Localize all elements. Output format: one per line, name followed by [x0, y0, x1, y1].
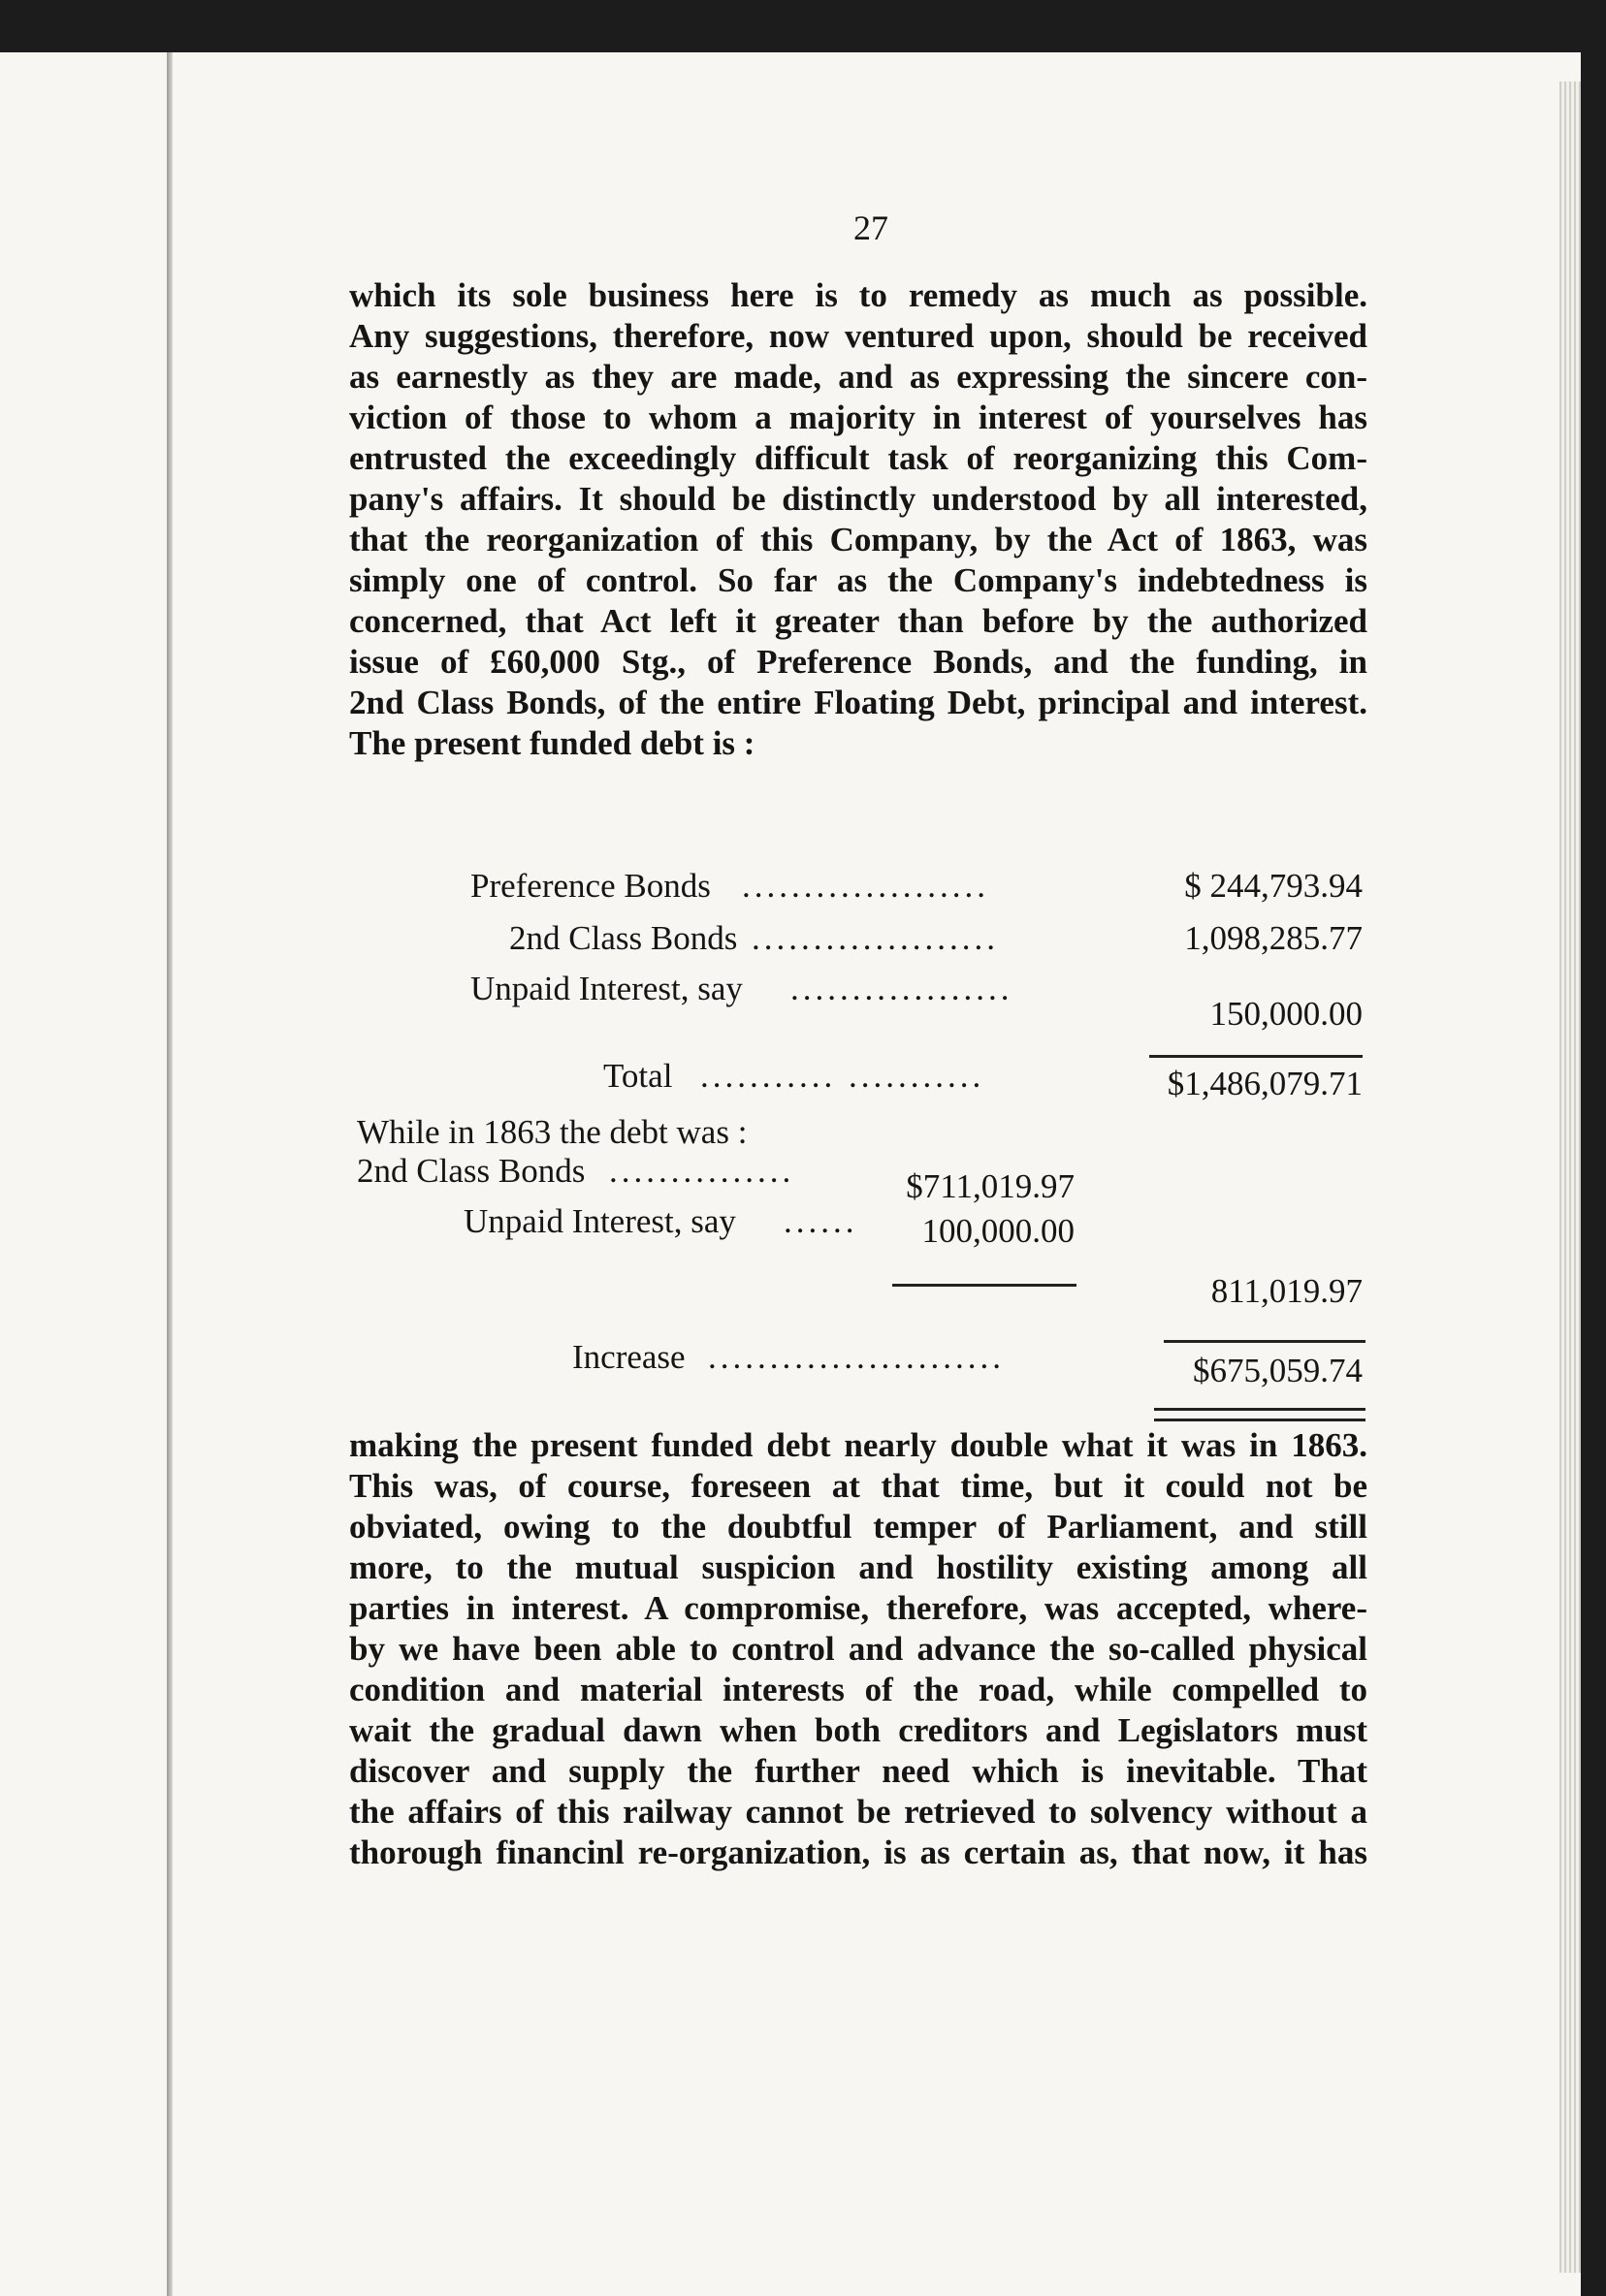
ledger-amount: 1,098,285.77	[1184, 919, 1363, 957]
page-number: 27	[853, 208, 888, 247]
text-line: issue of £60,000 Stg., of Preference Bonds, and the funding, in	[349, 643, 1367, 681]
text-line: concerned, that Act left it greater than before by the authorized	[349, 602, 1367, 640]
ledger-heading: While in 1863 the debt was :	[357, 1113, 748, 1151]
text-line: 2nd Class Bonds, of the entire Floating Debt, principal and interest.	[349, 684, 1367, 721]
page-edge	[1559, 81, 1581, 2273]
ledger-heading-1863	[357, 1113, 939, 1156]
text-line: entrusted the exceedingly difficult task of reorganizing this Com-	[349, 439, 1367, 477]
text-line: by we have been able to control and advance the so-called physical	[349, 1630, 1367, 1668]
ledger-amount: $711,019.97	[906, 1167, 1075, 1205]
text-line: This was, of course, foreseen at that time, but it could not be	[349, 1467, 1367, 1505]
ledger-row-increase	[572, 1338, 1363, 1389]
leader-dots: ....................	[742, 867, 989, 905]
ledger-row-preference	[470, 867, 1363, 909]
leader-dots: ..................	[790, 970, 1013, 1007]
text-line: more, to the mutual suspicion and hostility existing among all	[349, 1548, 1367, 1586]
ledger-label: Increase	[572, 1338, 686, 1376]
leader-dots: ....................	[752, 919, 999, 957]
ledger-row-2nd-class	[509, 919, 1363, 962]
ledger-amount: 150,000.00	[1209, 995, 1363, 1033]
leader-dots: ...............	[609, 1152, 795, 1190]
text-line: discover and supply the further need which is inevitable. That	[349, 1752, 1367, 1790]
text-line: obviated, owing to the doubtful temper of Parliament, and still	[349, 1508, 1367, 1546]
ledger-label: Unpaid Interest, say	[470, 970, 743, 1007]
ledger-label: Unpaid Interest, say	[464, 1202, 736, 1240]
double-rule	[1154, 1408, 1365, 1421]
ledger-row-2nd-class-1863	[357, 1152, 1075, 1205]
ledger-row-unpaid-interest-1863	[464, 1202, 1075, 1250]
text-line: pany's affairs. It should be distinctly understood by all interested,	[349, 480, 1367, 518]
paragraph-2	[349, 1425, 1367, 1873]
text-line: making the present funded debt nearly double what it was in 1863.	[349, 1426, 1367, 1464]
text-line: which its sole business here is to remedy as much as possible.	[349, 276, 1367, 314]
ledger-label: Preference Bonds	[470, 867, 711, 905]
page-gutter	[167, 52, 173, 2296]
text-line: thorough financinl re-organization, is as certain as, that now, it has	[349, 1834, 1367, 1871]
leader-dots: ........... ...........	[700, 1057, 985, 1095]
text-line: that the reorganization of this Company, by the Act of 1863, was	[349, 521, 1367, 558]
text-line: parties in interest. A compromise, therefore, was accepted, where-	[349, 1589, 1367, 1627]
paragraph-1	[349, 275, 1367, 764]
ledger-amount: 100,000.00	[921, 1212, 1075, 1250]
ledger-amount: 811,019.97	[1210, 1272, 1363, 1310]
ledger-amount: $1,486,079.71	[1167, 1065, 1363, 1102]
ledger-label: 2nd Class Bonds	[357, 1152, 586, 1190]
ledger-label: Total	[603, 1057, 673, 1095]
text-line: wait the gradual dawn when both creditors and Legislators must	[349, 1711, 1367, 1749]
ledger-row-subtotal-1863	[1169, 1272, 1363, 1315]
text-line: simply one of control. So far as the Company's indebtedness is	[349, 561, 1367, 599]
text-line: condition and material interests of the road, while compelled to	[349, 1671, 1367, 1708]
ledger-amount: $ 244,793.94	[1184, 867, 1363, 905]
text-line: as earnestly as they are made, and as expressing the sincere con-	[349, 358, 1367, 396]
text-line: The present funded debt is :	[349, 724, 755, 762]
ledger-row-total	[603, 1057, 1363, 1100]
leader-dots: ......	[784, 1202, 858, 1240]
text-line: viction of those to whom a majority in interest of yourselves has	[349, 399, 1367, 436]
ledger-label: 2nd Class Bonds	[509, 919, 738, 957]
ledger-row-unpaid-interest	[470, 970, 1363, 1033]
ledger-amount: $675,059.74	[1193, 1352, 1363, 1389]
text-line: the affairs of this railway cannot be retrieved to solvency without a	[349, 1793, 1367, 1831]
text-line: Any suggestions, therefore, now ventured upon, should be received	[349, 317, 1367, 355]
leader-dots: ........................	[708, 1338, 1005, 1376]
sum-rule	[892, 1284, 1076, 1287]
